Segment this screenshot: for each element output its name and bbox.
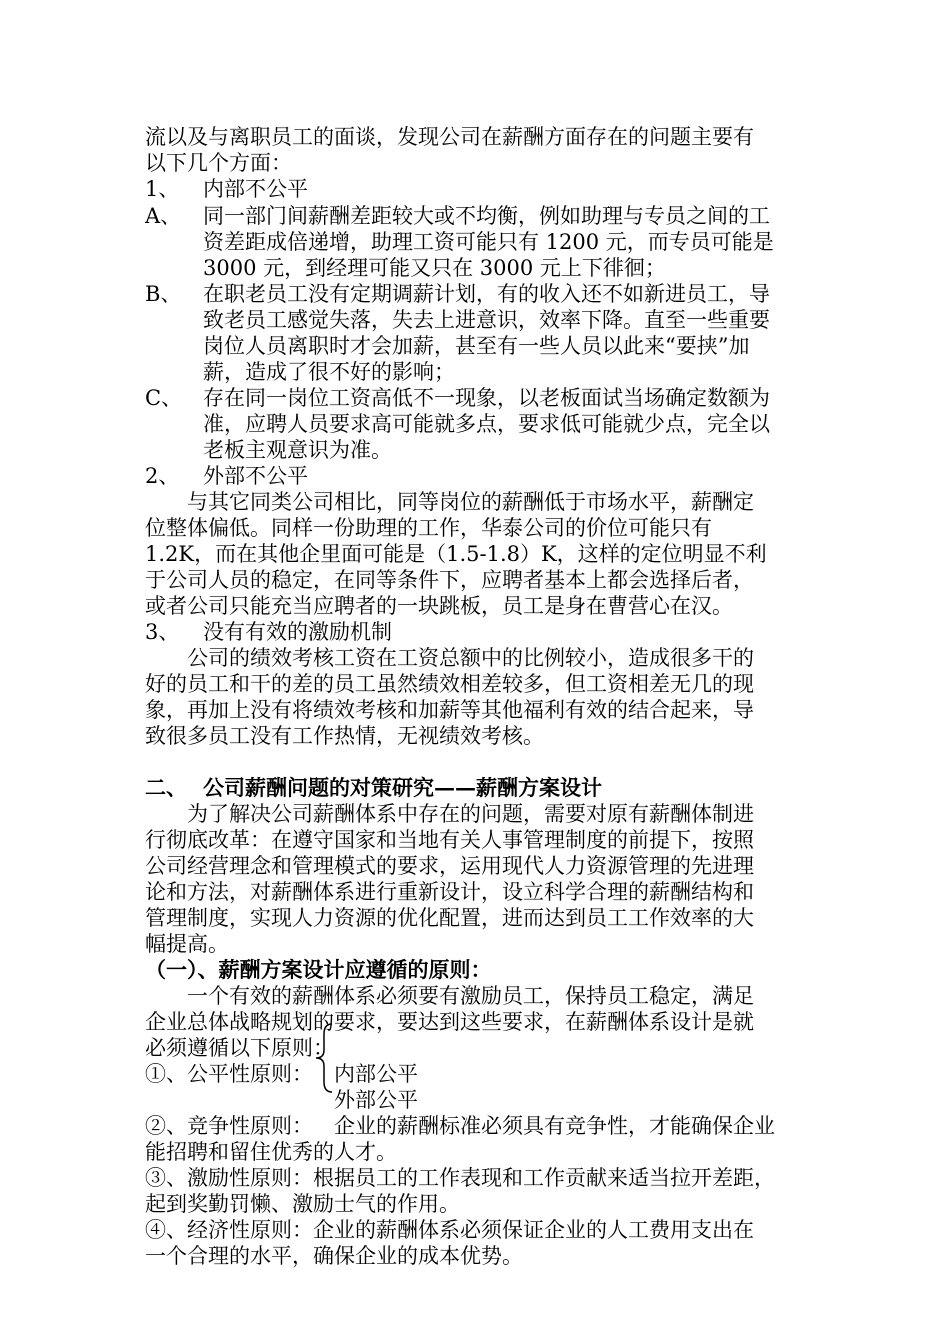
paragraph-line: 好的员工和干的差的员工虽然绩效相差较多，但工资相差无几的现	[145, 672, 754, 696]
list-item-line: 存在同一岗位工资高低不一现象，以老板面试当场确定数额为	[203, 386, 770, 410]
list-heading: 没有有效的激励机制	[203, 620, 392, 644]
list-item-line: 致老员工感觉失落，失去上进意识，效率下降。直至一些重要	[203, 308, 770, 332]
paragraph-line: 企业总体战略规划的要求，要达到这些要求，在薪酬体系设计是就	[145, 1010, 754, 1034]
principle-label: ②、竞争性原则：	[145, 1114, 313, 1138]
list-item-line: 岗位人员离职时才会加薪，甚至有一些人员以此来“要挟”加	[203, 334, 750, 358]
list-item-line: 同一部门间薪酬差距较大或不均衡，例如助理与专员之间的工	[203, 204, 770, 228]
principle-option: 外部公平	[334, 1088, 418, 1112]
paragraph-line: 必须遵循以下原则：	[145, 1036, 334, 1060]
paragraph-line: 与其它同类公司相比，同等岗位的薪酬低于市场水平，薪酬定	[187, 490, 754, 514]
list-number: 2、	[145, 464, 180, 488]
paragraph-line: 象，再加上没有将绩效考核和加薪等其他福利有效的结合起来，导	[145, 698, 754, 722]
principle-line: ③、激励性原则：根据员工的工作表现和工作贡献来适当拉开差距，	[145, 1166, 775, 1190]
paragraph-line: 1.2K，而在其他企里面可能是（1.5-1.8）K，这样的定位明显不利	[145, 542, 767, 566]
list-item-line: 准，应聘人员要求高可能就多点，要求低可能就少点，完全以	[203, 412, 770, 436]
list-marker: B、	[145, 282, 182, 306]
paragraph-line: 论和方法，对薪酬体系进行重新设计，设立科学合理的薪酬结构和	[145, 880, 754, 904]
subsection-heading: （一）、薪酬方案设计应遵循的原则：	[145, 957, 492, 982]
principle-line: 一个合理的水平，确保企业的成本优势。	[145, 1244, 523, 1268]
list-item-line: 老板主观意识为准。	[203, 438, 392, 462]
paragraph-line: 致很多员工没有工作热情，无视绩效考核。	[145, 724, 544, 748]
paragraph-line: 一个有效的薪酬体系必须要有激励员工，保持员工稳定，满足	[187, 984, 754, 1008]
paragraph-line: 为了解决公司薪酬体系中存在的问题，需要对原有薪酬体制进	[187, 802, 754, 826]
paragraph-line: 公司的绩效考核工资在工资总额中的比例较小，造成很多干的	[187, 646, 754, 670]
paragraph-line: 幅提高。	[145, 932, 229, 956]
list-item-line: 在职老员工没有定期调薪计划，有的收入还不如新进员工，导	[203, 282, 770, 306]
paragraph-line: 于公司人员的稳定，在同等条件下，应聘者基本上都会选择后者，	[145, 568, 754, 592]
list-number: 1、	[145, 177, 180, 201]
list-item-line: 资差距成倍递增，助理工资可能只有 1200 元，而专员可能是	[203, 230, 774, 254]
list-item-line: 3000 元，到经理可能又只在 3000 元上下徘徊；	[203, 256, 666, 280]
paragraph-line: 行彻底改革：在遵守国家和当地有关人事管理制度的前提下，按照	[145, 828, 754, 852]
list-marker: C、	[145, 386, 183, 410]
principle-label: ①、公平性原则：	[145, 1062, 313, 1086]
principle-line: 起到奖勤罚懒、激励士气的作用。	[145, 1192, 460, 1216]
principle-text: 能招聘和留住优秀的人才。	[145, 1140, 397, 1164]
list-item-line: 薪，造成了很不好的影响；	[203, 360, 455, 384]
paragraph-line: 位整体偏低。同样一份助理的工作，华泰公司的价位可能只有	[145, 516, 712, 540]
paragraph-line: 或者公司只能充当应聘者的一块跳板，员工是身在曹营心在汉。	[145, 594, 733, 618]
principle-line: ④、经济性原则：企业的薪酬体系必须保证企业的人工费用支出在	[145, 1218, 754, 1242]
paragraph-line: 公司经营理念和管理模式的要求，运用现代人力资源管理的先进理	[145, 854, 754, 878]
brace-icon	[312, 1022, 336, 1094]
list-marker: A、	[145, 204, 182, 228]
section-number: 二、	[145, 775, 187, 800]
list-heading: 外部不公平	[203, 464, 308, 488]
principle-text: 企业的薪酬标准必须具有竞争性，才能确保企业	[334, 1114, 775, 1138]
paragraph-line: 管理制度，实现人力资源的优化配置，进而达到员工工作效率的大	[145, 906, 754, 930]
paragraph-line: 以下几个方面：	[145, 151, 292, 175]
paragraph-line: 流以及与离职员工的面谈，发现公司在薪酬方面存在的问题主要有	[145, 125, 754, 149]
principle-option: 内部公平	[334, 1062, 418, 1086]
list-number: 3、	[145, 620, 180, 644]
section-heading: 公司薪酬问题的对策研究——薪酬方案设计	[203, 775, 602, 800]
list-heading: 内部不公平	[203, 177, 308, 201]
